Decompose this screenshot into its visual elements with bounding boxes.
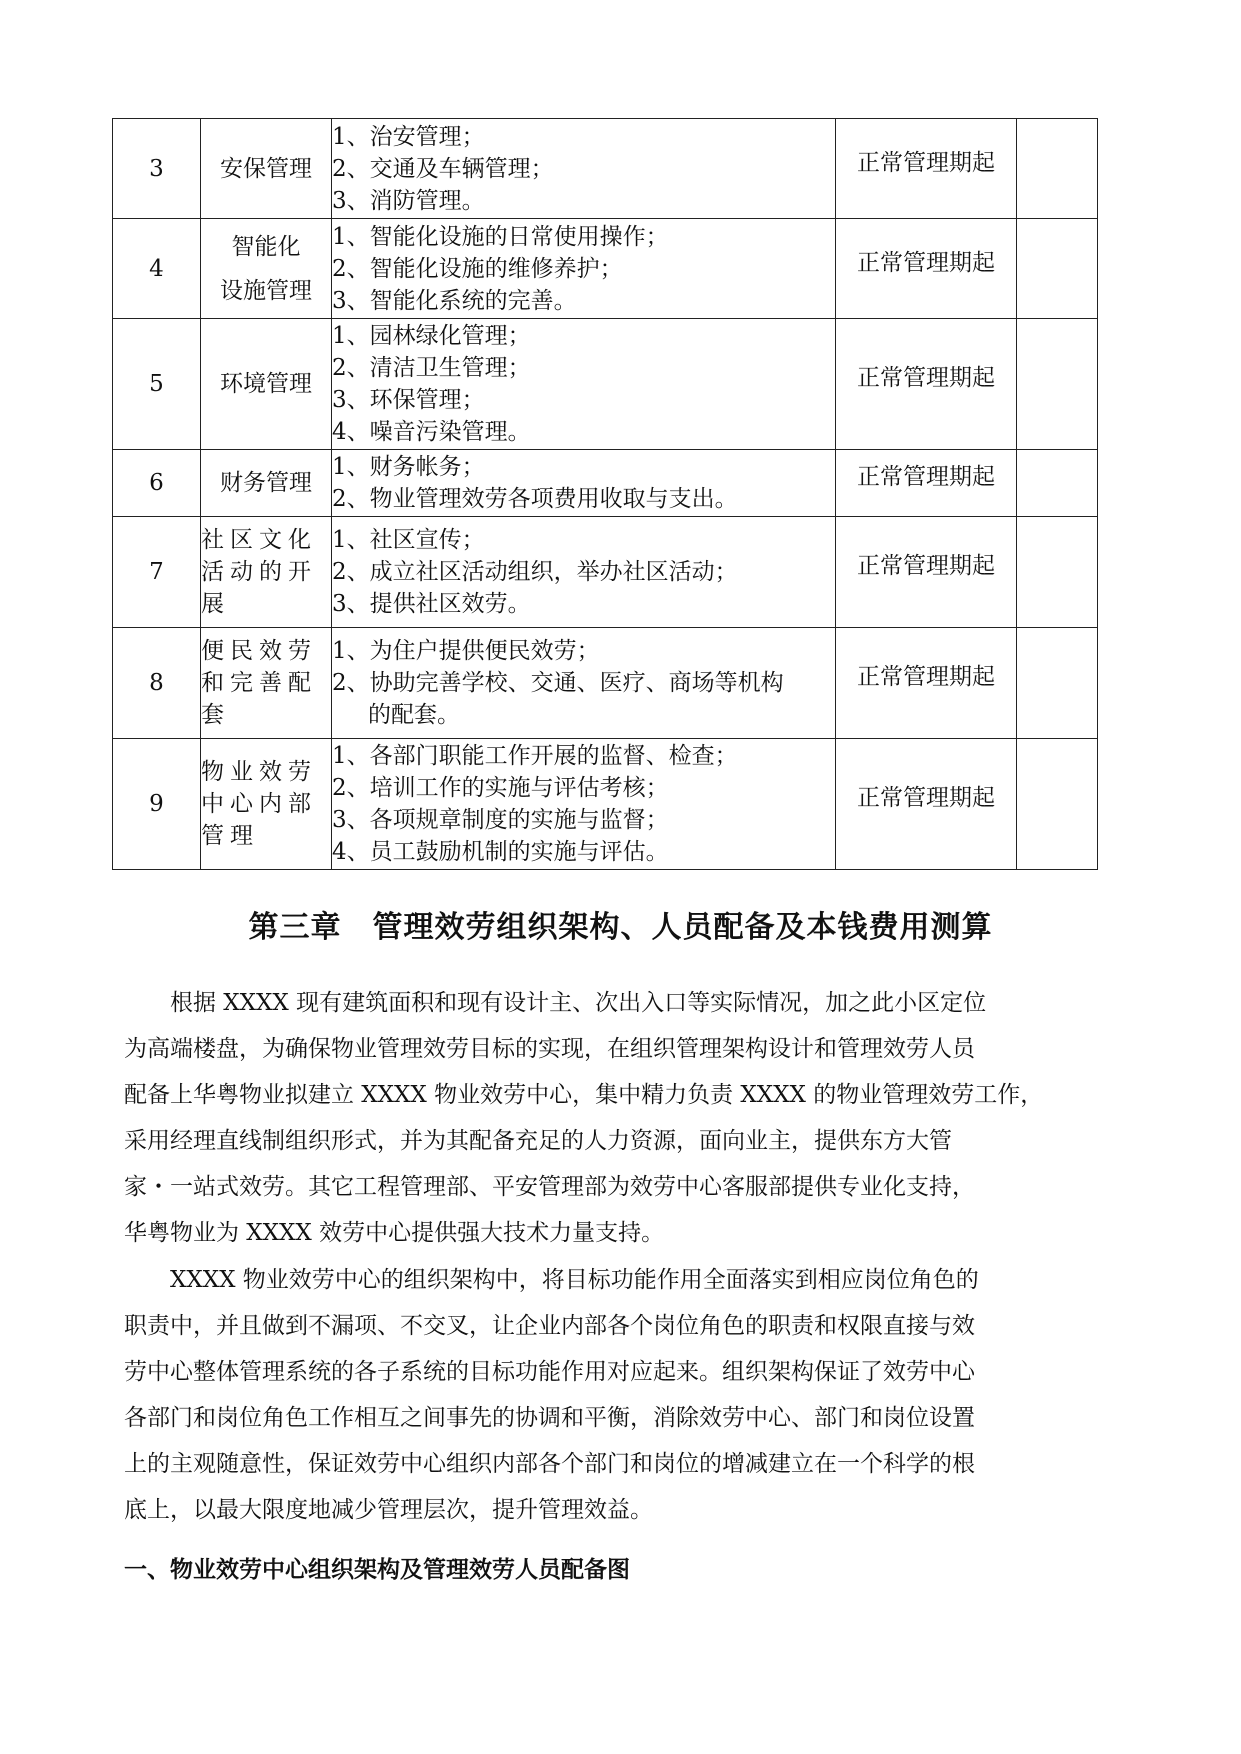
- start-time: 正常管理期起: [836, 739, 1017, 870]
- row-number: 5: [113, 319, 201, 450]
- section-heading: 一、物业效劳中心组织架构及管理效劳人员配备图: [124, 1556, 630, 1583]
- table-row: [113, 319, 1098, 450]
- note-cell: [1017, 517, 1098, 628]
- start-time: 正常管理期起: [836, 219, 1017, 319]
- item-content: 1、治安管理； 2、交通及车辆管理； 3、消防管理。: [332, 119, 836, 219]
- item-name: 环境管理: [201, 319, 332, 450]
- item-content: 1、为住户提供便民效劳； 2、协助完善学校、交通、医疗、商场等机构 的配套。: [332, 628, 836, 739]
- row-number: 8: [113, 628, 201, 739]
- note-cell: [1017, 119, 1098, 219]
- management-plan-table: [112, 118, 1098, 870]
- note-cell: [1017, 628, 1098, 739]
- row-number: 3: [113, 119, 201, 219]
- note-cell: [1017, 219, 1098, 319]
- body-paragraph-2: XXXX 物业效劳中心的组织架构中，将目标功能作用全面落实到相应岗位角色的 职责中，并且做到不漏项、不交叉，让企业内部各个岗位角色的职责和权限直接与效 劳中心整体管理系统的各子系统的目标功能作用对应起来。组织架构保证了效劳中心 各部门和岗位角色工作相互之间事先的协调和平衡，消除效劳中心、部门和岗位设置 上的主观随意性，保证效劳中心组织内部各个部门和岗位的增减建立在一个科学的根 底上，以最大限度地减少管理层次，提升管理效益。: [124, 1267, 979, 1523]
- start-time: 正常管理期起: [836, 517, 1017, 628]
- item-content: 1、各部门职能工作开展的监督、检查； 2、培训工作的实施与评估考核； 3、各项规章制度的实施与监督； 4、员工鼓励机制的实施与评估。: [332, 739, 836, 870]
- table-row: [113, 628, 1098, 739]
- item-content: 1、财务帐务； 2、物业管理效劳各项费用收取与支出。: [332, 450, 836, 517]
- start-time: 正常管理期起: [836, 119, 1017, 219]
- note-cell: [1017, 450, 1098, 517]
- table-row: [113, 739, 1098, 870]
- table-row: [113, 450, 1098, 517]
- item-content: 1、社区宣传； 2、成立社区活动组织，举办社区活动； 3、提供社区效劳。: [332, 517, 836, 628]
- item-name: 社区文化 活动的开 展: [201, 517, 332, 628]
- table-row: [113, 517, 1098, 628]
- item-content: 1、园林绿化管理； 2、清洁卫生管理； 3、环保管理； 4、噪音污染管理。: [332, 319, 836, 450]
- start-time: 正常管理期起: [836, 319, 1017, 450]
- start-time: 正常管理期起: [836, 628, 1017, 739]
- note-cell: [1017, 319, 1098, 450]
- table-row: [113, 119, 1098, 219]
- row-number: 4: [113, 219, 201, 319]
- item-name: 便民效劳 和完善配 套: [201, 628, 332, 739]
- item-content: 1、智能化设施的日常使用操作； 2、智能化设施的维修养护； 3、智能化系统的完善。: [332, 219, 836, 319]
- item-name: 智能化 设施管理: [201, 219, 332, 319]
- row-number: 9: [113, 739, 201, 870]
- row-number: 7: [113, 517, 201, 628]
- row-number: 6: [113, 450, 201, 517]
- chapter-title: 第三章 管理效劳组织架构、人员配备及本钱费用测算: [248, 910, 993, 945]
- item-name: 安保管理: [201, 119, 332, 219]
- body-paragraph-1: 根据 XXXX 现有建筑面积和现有设计主、次出入口等实际情况，加之此小区定位 为高端楼盘，为确保物业管理效劳目标的实现，在组织管理架构设计和管理效劳人员 配备上华粤物业拟建立 XXXX 物业效劳中心，集中精力负责 XXXX 的物业管理效劳工作， 采用经理直线制组织形式，并为其配备充足的人力资源，面向业主，提供东方大管 家・一站式效劳。其它工程管理部、平安管理部为效劳中心客服部提供专业化支持， 华粤物业为 XXXX 效劳中心提供强大技术力量支持。: [124, 990, 1044, 1246]
- table-row: [113, 219, 1098, 319]
- item-name: 财务管理: [201, 450, 332, 517]
- item-name: 物业效劳 中心内部 管理: [201, 739, 332, 870]
- note-cell: [1017, 739, 1098, 870]
- start-time: 正常管理期起: [836, 450, 1017, 517]
